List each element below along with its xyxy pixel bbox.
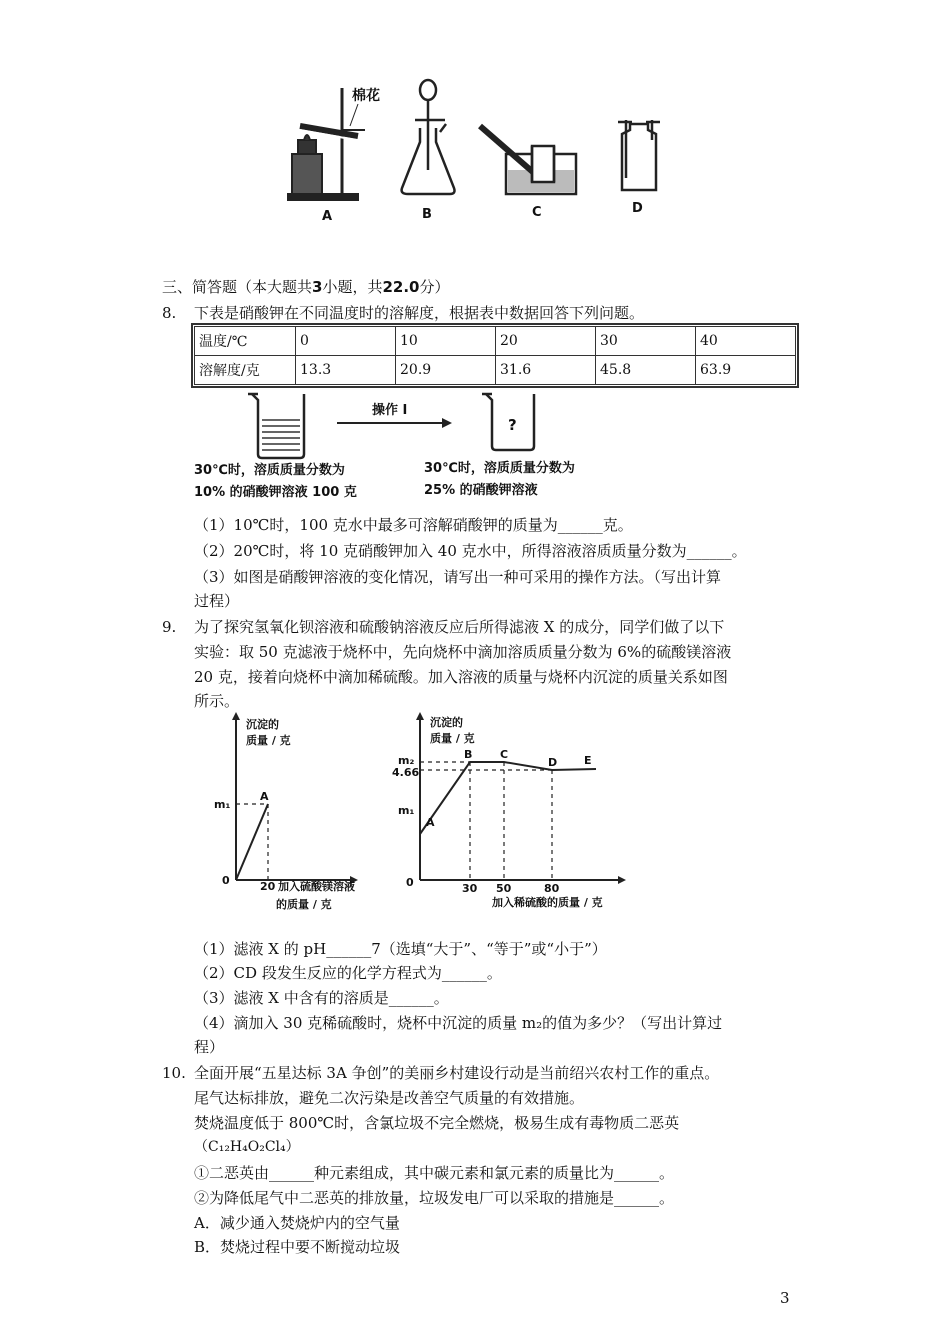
apparatus-a <box>288 88 365 200</box>
table-cell: 0 <box>296 327 396 356</box>
q8-sub3b: 过程） <box>194 592 240 610</box>
g2-m1: m₁ <box>398 804 415 817</box>
g1-origin: 0 <box>222 874 230 887</box>
g1-xlabel-2: 的质量 / 克 <box>276 898 332 911</box>
q9-number: 9. <box>162 618 177 636</box>
g2-m2: m₂ <box>398 754 415 767</box>
g2-x50: 50 <box>496 882 512 895</box>
g2-point-e: E <box>584 754 592 767</box>
q10-number: 10. <box>162 1064 186 1082</box>
label-a: A <box>322 209 333 224</box>
table-cell: 温度/℃ <box>195 327 296 356</box>
q8-sub1: （1）10℃时，100 克水中最多可溶解硝酸钾的质量为______克。 <box>194 516 633 534</box>
q8-text: 下表是硝酸钾在不同温度时的溶解度，根据表中数据回答下列问题。 <box>194 304 645 322</box>
g2-point-c: C <box>500 748 509 761</box>
g2-ylabel-1: 沉淀的 <box>430 716 463 729</box>
arrow-head <box>442 418 452 428</box>
solubility-table <box>194 326 796 385</box>
q9-sub2: （2）CD 段发生反应的化学方程式为______。 <box>194 964 502 982</box>
g2-line <box>420 762 596 834</box>
table-row <box>195 327 796 356</box>
g1-line <box>236 804 268 880</box>
q10-line3: 焚烧温度低于 800℃时，含氯垃圾不完全燃烧，极易生成有毒物质二恶英 <box>194 1114 680 1132</box>
q10-line4: （C₁₂H₄O₂Cl₄） <box>194 1139 300 1155</box>
table-cell: 30 <box>596 327 696 356</box>
apparatus-figure <box>270 70 700 230</box>
q9-line3: 20 克，接着向烧杯中滴加稀硫酸。加入溶液的质量与烧杯内沉淀的质量关系如图 <box>194 668 728 686</box>
g2-point-d: D <box>548 756 558 769</box>
graph-mgso4 <box>212 710 415 915</box>
apparatus-b <box>402 80 455 194</box>
q10-line6: ②为降低尾气中二恶英的排放量，垃圾发电厂可以采取的措施是______。 <box>194 1189 675 1207</box>
apparatus-d <box>618 120 660 190</box>
cotton-label: 棉花 <box>352 88 380 104</box>
label-b: B <box>422 207 432 222</box>
table-cell: 40 <box>696 327 796 356</box>
unknown-mark: ? <box>508 416 517 434</box>
section-heading: 三、简答题（本大题共3小题，共22.0分） <box>162 278 450 296</box>
right-caption-1: 30℃时，溶质质量分数为 <box>424 461 575 476</box>
g2-point-b: B <box>464 748 473 761</box>
g1-ylabel-1: 沉淀的 <box>246 718 279 731</box>
operation-label: 操作 I <box>372 403 408 418</box>
table-cell: 20 <box>496 327 596 356</box>
left-caption-1: 30℃时，溶质质量分数为 <box>194 463 345 478</box>
g2-x30: 30 <box>462 882 478 895</box>
table-cell: 45.8 <box>596 356 696 385</box>
solution-hatch <box>262 420 300 450</box>
table-cell: 溶解度/克 <box>195 356 296 385</box>
g2-x80: 80 <box>544 882 560 895</box>
table-cell: 31.6 <box>496 356 596 385</box>
g1-point-a: A <box>260 790 269 803</box>
table-row <box>195 356 796 385</box>
q9-line1: 为了探究氢氧化钡溶液和硫酸钠溶液反应后所得滤液 X 的成分，同学们做了以下 <box>194 618 725 636</box>
q9-sub4a: （4）滴加入 30 克稀硫酸时，烧杯中沉淀的质量 m₂的值为多少？（写出计算过 <box>194 1014 723 1032</box>
q8-sub2: （2）20℃时，将 10 克硝酸钾加入 40 克水中，所得溶液溶质质量分数为______。 <box>194 542 747 560</box>
left-caption-2: 10% 的硝酸钾溶液 100 克 <box>194 485 357 500</box>
q10-line1: 全面开展“五星达标 3A 争创”的美丽乡村建设行动是当前绍兴农村工作的重点。 <box>194 1064 720 1082</box>
label-c: C <box>532 205 542 220</box>
label-d: D <box>632 201 643 216</box>
q9-sub4b: 程） <box>194 1038 225 1056</box>
q9-sub1: （1）滤液 X 的 pH______7（选填“大于”、“等于”或“小于”） <box>194 940 607 958</box>
g1-xlabel-1: 加入硫酸镁溶液 <box>278 880 355 893</box>
g2-origin: 0 <box>406 876 414 889</box>
q10-option-a: A．减少通入焚烧炉内的空气量 <box>194 1214 400 1232</box>
right-caption-2: 25% 的硝酸钾溶液 <box>424 483 538 498</box>
table-cell: 10 <box>396 327 496 356</box>
q9-line4: 所示。 <box>194 692 240 710</box>
graph-h2so4 <box>392 710 642 915</box>
table-cell: 63.9 <box>696 356 796 385</box>
q9-line2: 实验：取 50 克滤液于烧杯中，先向烧杯中滴加溶质质量分数为 6%的硫酸镁溶液 <box>194 643 732 661</box>
q10-option-b: B．焚烧过程中要不断搅动垃圾 <box>194 1238 401 1256</box>
g2-point-a: A <box>426 816 435 829</box>
q10-line2: 尾气达标排放，避免二次污染是改善空气质量的有效措施。 <box>194 1089 585 1107</box>
g1-x20: 20 <box>260 880 276 893</box>
g2-ylabel-2: 质量 / 克 <box>430 732 475 745</box>
g2-xlabel: 加入稀硫酸的质量 / 克 <box>492 896 603 909</box>
beaker-figure <box>192 390 622 505</box>
g2-y466: 4.66 <box>392 766 420 779</box>
g1-ylabel-2: 质量 / 克 <box>246 734 291 747</box>
q8-number: 8. <box>162 304 177 322</box>
apparatus-c <box>480 126 576 194</box>
q8-sub3a: （3）如图是硝酸钾溶液的变化情况，请写出一种可采用的操作方法。（写出计算 <box>194 568 722 586</box>
q10-line5: ①二恶英由______种元素组成，其中碳元素和氯元素的质量比为______。 <box>194 1164 675 1182</box>
g1-m1: m₁ <box>214 798 231 811</box>
table-cell: 20.9 <box>396 356 496 385</box>
page-number: 3 <box>780 1289 790 1307</box>
q9-sub3: （3）滤液 X 中含有的溶质是______。 <box>194 989 449 1007</box>
table-cell: 13.3 <box>296 356 396 385</box>
